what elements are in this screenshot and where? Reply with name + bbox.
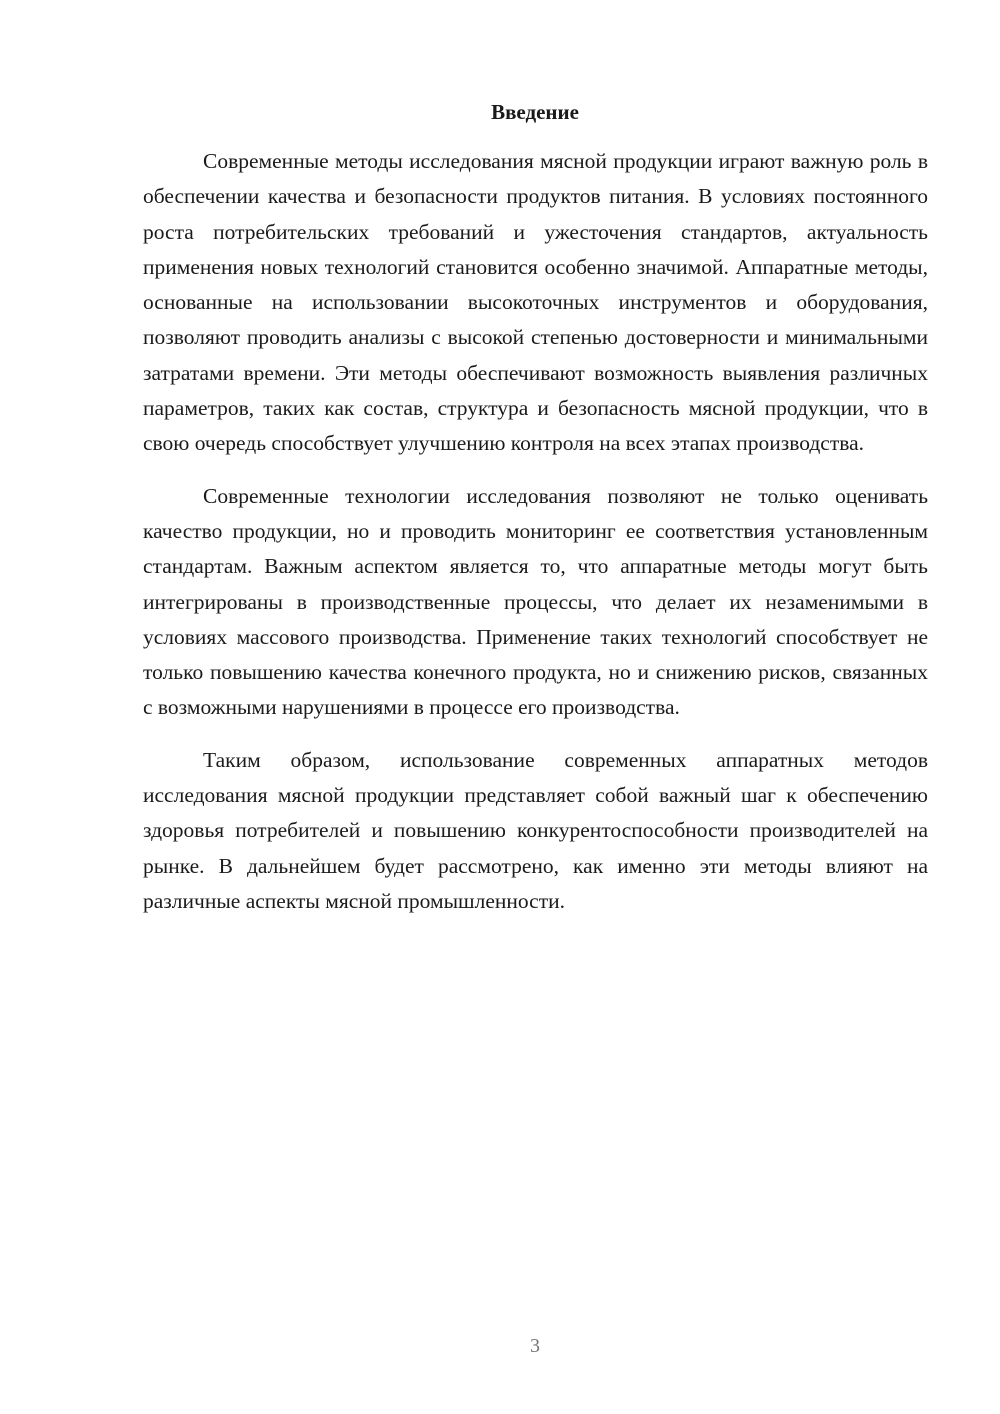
page-number: 3	[530, 1335, 540, 1357]
paragraph-3: Таким образом, использование современных аппаратных методов исследования мясной продукции представляет собой важный шаг к обеспечению здоровья потребителей и повышению конкурентоспособности производителей на рынке. В дальнейшем будет рассмотрено, как именно эти методы влияют на различные аспекты мясной промышленности.	[143, 747, 928, 913]
paragraph-2: Современные технологии исследования позволяют не только оценивать качество продукции, но и проводить мониторинг ее соответствия установленным стандартам. Важным аспектом является то, что аппаратные методы могут быть интегрированы в производственные процессы, что делает их незаменимыми в условиях массового производства. Применение таких технологий способствует не только повышению качества конечного продукта, но и снижению рисков, связанных с возможными нарушениями в процессе его производства.	[143, 483, 928, 720]
paragraph-1: Современные методы исследования мясной продукции играют важную роль в обеспечении качества и безопасности продуктов питания. В условиях постоянного роста потребительских требований и ужесточения стандартов, актуальность применения новых технологий становится особенно значимой. Аппаратные методы, основанные на использовании высокоточных инструментов и оборудования, позволяют проводить анализы с высокой степенью достоверности и минимальными затратами времени. Эти методы обеспечивают возможность выявления различных параметров, таких как состав, структура и безопасность мясной продукции, что в свою очередь способствует улучшению контроля на всех этапах производства.	[143, 149, 928, 456]
page-title: Введение	[491, 100, 579, 124]
document-body	[143, 144, 928, 936]
